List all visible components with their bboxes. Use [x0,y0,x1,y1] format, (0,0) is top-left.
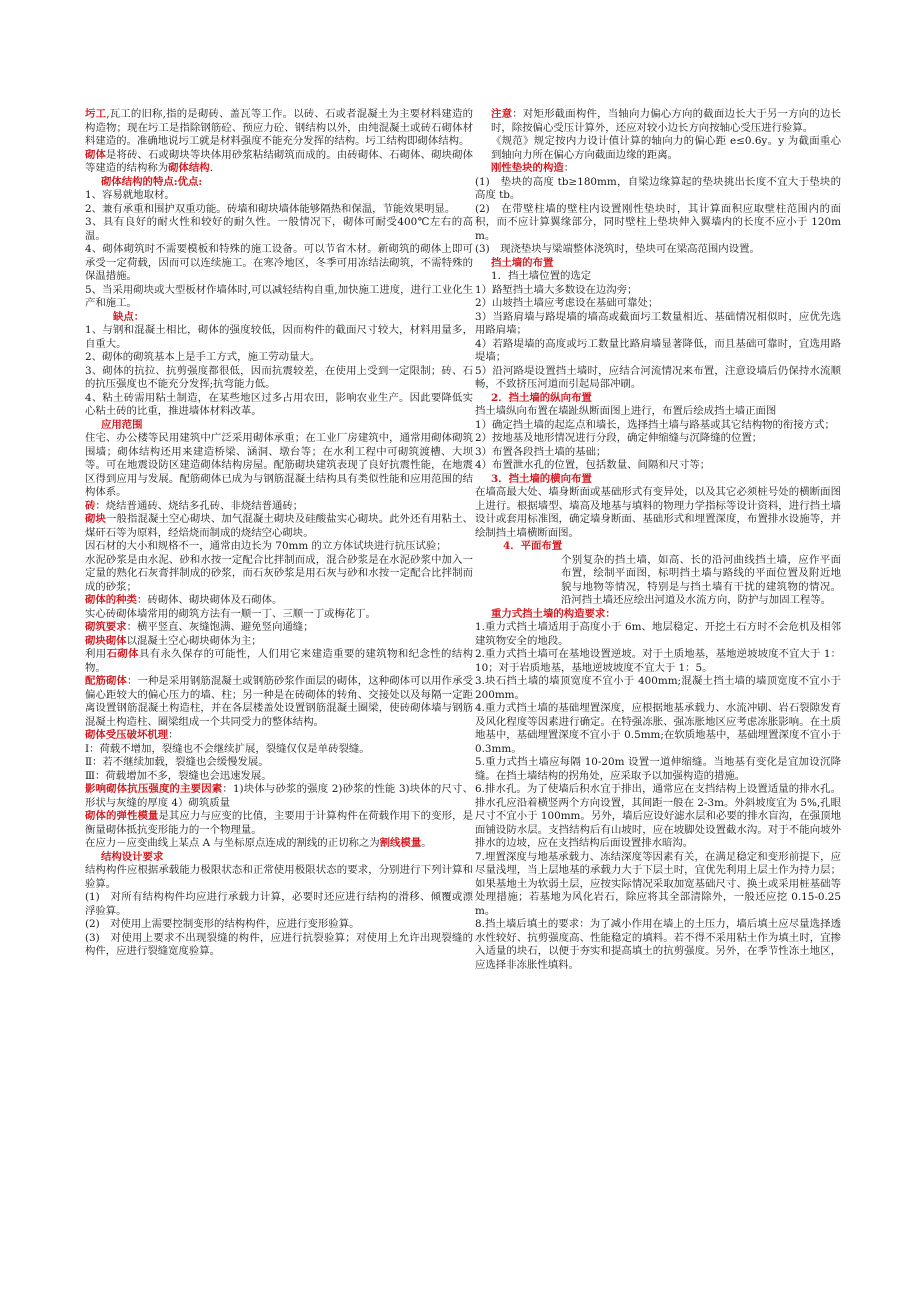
term-note: 注意 [491,108,513,120]
list-item: (1) 对所有结构构件均应进行承载力计算，必要时还应进行结构的滑移、倾覆或漂浮验算。 [85,891,473,917]
paragraph-secant-modulus: 在应力－应变曲线上某点 A 与坐标原点连成的割线的正切称之为割线模量。 [85,837,432,849]
paragraph-masonry-definition: 圬工,瓦工的旧称,指的是砌砖、盖瓦等工作。以砖、石或者混凝土为主要材料建造的构造物；现在圬工是指除钢筋砼、预应力砼、钢结构以外，由纯混凝土或砖石砌体材料建造的。准确地说圬工就是材料强度不能充分发挥的结构。圬工结构即砌体结构。 [85,108,474,147]
paragraph-kinds: 砌体的种类：砖砌体、砌块砌体及石砌体。 [85,594,283,606]
left-column [85,108,473,959]
term-masonry-structure: 砌体结构 [168,162,210,174]
list-item: 5、当采用砌块或大型板材作墙体时,可以减轻结构自重,加快施工进度，进行工业化生产和施工。 [85,283,473,309]
list-item: 2）按地基及地形情况进行分段，确定伸缩缝与沉降缝的位置； [475,432,763,444]
term-reinforced-masonry: 配筋砌体 [85,675,127,687]
heading-transverse-layout: 3．挡土墙的横向布置 [491,472,592,485]
heading-longitudinal-layout: 2．挡土墙的纵向布置 [491,391,592,404]
list-item: 4、砌体砌筑时不需要模板和特殊的施工设备。可以节省木材。新砌筑的砌体上即可承受一定荷载，因而可以连续施工。在寒冷地区，冬季可用冻结法砌筑，不需特殊的保温措施。 [85,243,473,282]
list-item: (2) 对使用上需要控制变形的结构构件，应进行变形验算。 [85,918,360,930]
heading-gravity-wall: 重力式挡土墙的构造要求： [491,607,616,620]
paragraph-stone-masonry: 利用石砌体具有永久保存的可能性，人们用它来建造重要的建筑物和纪念性的结构物。 [85,648,474,674]
heading-disadvantages: 缺点： [113,310,145,323]
paragraph-block-masonry: 砌块砌体以混凝土空心砌块砌体为主； [85,634,262,647]
list-item: 3、砌体的抗拉、抗剪强度都很低，因而抗震较差，在使用上受到一定限制；砖、石的抗压强度也不能充分发挥;抗弯能力低。 [85,364,473,390]
list-item: 4）布置泄水孔的位置，包括数量、间隔和尺寸等； [475,459,711,471]
list-item: 7.埋置深度与地基承载力、冻结深度等因素有关，在满足稳定和变形前提下，应尽量浅埋，当上层地基的承载力大于下层土时，宜优先利用上层土作为持力层；如果基地土为软弱土层，应按实际情况采取加宽基础尺寸、换土或采用桩基础等处理措施；若基地为风化岩石，除应将其全部清除外，一般还应挖 0.15-0.25m。 [475,850,841,917]
list-item: 1.重力式挡土墙适用于高度小于 6m、地层稳定、开挖土石方时不会危机及相邻建筑物安全的地段。 [475,621,841,647]
paragraph-strength-factors: 影响砌体抗压强度的主要因素：1)块体与砂浆的强度 2)砂浆的性能 3)块体的尺寸、形状与灰缝的厚度 4）砌筑质量 [85,783,474,809]
heading-plan-layout: 4．平面布置 [503,540,563,552]
list-item: 4.重力式挡土墙的基础埋置深度，应根据地基承载力、水流冲刷、岩石裂隙发育及风化程度等因素进行确定。在特强冻胀、强冻胀地区应考虑冻胀影响。在土质地基中，基础埋置深度不宜小于 0.5mm;在软质地基中，基础埋置深度不宜小于 0.3mm。 [475,702,841,755]
list-item: 1）确定挡土墙的起迄点和墙长，选择挡土墙与路基或其它结构物的衔接方式； [475,418,835,431]
paragraph: 挡土墙纵向布置在墙趾纵断面图上进行，布置后绘成挡土墙正面图 [475,405,777,417]
paragraph: 个别复杂的挡土墙，如高、长的沿河曲线挡土墙，应作平面布置，绘制平面图，标明挡土墙与路线的平面位置及附近地貌与地物等情况，特别是与挡土墙有干扰的建筑物的情况。沿河挡土墙还应绘出河道及水流方向，防护与加固工程等。 [561,553,841,606]
paragraph-code: 《规范》规定按内力设计值计算的轴向力的偏心距 e≤0.6y。y 为截面重心到轴向力所在偏心方向截面边缘的距离。 [491,135,841,161]
paragraph-reinforced-masonry: 配筋砌体：一种是采用钢筋混凝土或钢筋砂浆作面层的砌体，这种砌体可以用作承受偏心距较大的偏心压力的墙、柱；另一种是在砖砌体的转角、交接处以及每隔一定距离设置钢筋混凝土构造柱，并在各层楼盖处设置钢筋混凝土圈梁，使砖砌体墙与钢筋混凝土构造柱、圈梁组成一个共同受力的整体结构。 [85,675,474,728]
list-item: Ⅲ：荷载增加不多，裂缝也会迅速发展。 [85,769,272,782]
heading-application: 应用范围 [101,418,143,431]
subheading: 1．挡土墙位置的选定 [491,270,592,282]
term-block-masonry: 砌块砌体 [85,634,127,647]
paragraph-brick: 砖：烧结普通砖、烧结多孔砖、非烧结普通砖； [85,499,304,512]
list-item: Ⅱ：若不继续加载，裂缝也会缓慢发展。 [85,756,269,768]
paragraph-laying-methods: 实心砖砌体墙常用的砌筑方法有一顺一丁、三顺一丁或梅花丁。 [85,607,376,620]
paragraph-application: 住宅、办公楼等民用建筑中广泛采用砌体承重；在工业厂房建筑中，通常用砌体砌筑围墙；砌体结构还用来建造桥梁、涵洞、墩台等；在水利工程中可砌筑渡槽、大坝等。可在地震设防区建造砌体结构房屋。配筋砌块建筑表现了良好抗震性能，在地震区得到应用与发展。配筋砌体已成为与钢筋混凝土结构具有类似性能和应用范围的结构体系。 [85,432,473,498]
heading-rigid-pad: 刚性垫块的构造： [491,162,575,174]
term-kinds: 砌体的种类 [85,594,137,606]
paragraph-stone-test: 因石材的大小和规格不一，通常由边长为 70mm 的立方体试块进行抗压试验； [85,540,447,552]
list-item: 2、兼有承重和围护双重功能。砖墙和砌块墙体能够隔热和保温，节能效果明显。 [85,202,456,215]
term-block: 砌块 [85,513,106,525]
right-column [475,108,841,972]
term-brick: 砖 [85,499,96,512]
list-item: 6.排水孔。为了使墙后积水宜于排出，通常应在支挡结构上设置适量的排水孔。排水孔应沿着横竖两个方向设置，其间距一般在 2-3m。外斜坡度宜为 5%,孔眼尺寸不宜小于 100mm。另外，墙后应设好滤水层和必要的排水盲沟，在强顶地面铺设防水层。支挡结构后有山坡时，应在坡脚处设置截水沟。对于不能向坡外排水的边坡，应在支挡结构后面设置排水暗沟。 [475,783,841,849]
list-item: (3) 对使用上要求不出现裂缝的构件，应进行抗裂验算；对使用上允许出现裂缝的构件，应进行裂缝宽度验算。 [85,931,473,957]
list-item: 5）沿河路堤设置挡土墙时，应结合河流情况来布置，注意设墙后仍保持水流顺畅，不致挤压河道而引起局部冲刷。 [475,364,841,390]
list-item: Ⅰ：荷载不增加，裂缝也不会继续扩展，裂缝仅仅是单砖裂缝。 [85,742,370,755]
heading-design-requirements: 结构设计要求 [101,850,164,863]
list-item: 3、具有良好的耐火性和较好的耐久性。一般情况下，砌体可耐受400℃左右的高温。 [85,216,473,242]
list-item: 1、与钢和混凝土相比，砌体的强度较低，因而构件的截面尺寸较大，材料用量多，自重大。 [85,324,473,350]
term-strength-factors: 影响砌体抗压强度的主要因素 [85,783,223,795]
list-item: (3) 现浇垫块与梁端整体浇筑时，垫块可在梁高范围内设置。 [475,243,760,255]
paragraph-design: 结构构件应根据承载能力极限状态和正常使用极限状态的要求，分别进行下列计算和验算。 [85,864,473,890]
term-secant-modulus: 割线模量 [379,837,422,849]
list-item: 1）路堑挡土墙大多数设在边沟旁； [475,283,638,296]
heading-failure-mechanism: 砌体受压破坏机理： [85,729,179,741]
term-masonry: 砌体 [85,148,106,161]
paragraph-mortar: 水泥砂浆是由水泥、砂和水按一定配合比拌制而成，混合砂浆是在水泥砂浆中加入一定量的熟化石灰膏拌制成的砂浆，而石灰砂浆是用石灰与砂和水按一定配合比拌制而成的砂浆； [85,553,473,593]
paragraph-masonry-body: 砌体是将砖、石或砌块等块体用砂浆粘结砌筑而成的。由砖砌体、石砌体、砌块砌体等建造的结构称为砌体结构. [85,148,474,174]
list-item: 4）若路堤墙的高度或圬工数量比路肩墙显著降低，而且基础可靠时，宜选用路堤墙； [475,337,841,363]
heading-features: 砌体结构的特点:优点: [101,175,203,188]
list-item: 2、砌体的砌筑基本上是手工方式，施工劳动量大。 [85,351,321,363]
paragraph-elastic-modulus: 砌体的弹性模量是其应力与应变的比值，主要用于计算构件在荷载作用下的变形，是衡量砌体抵抗变形能力的一个物理量。 [85,810,474,836]
list-item: (2) 在带壁柱墙的壁柱内设置刚性垫块时，其计算面积应取壁柱范围内的面积，而不应计算翼缘部分，同时壁柱上垫块伸入翼墙内的长度不应小于 120mm。 [475,202,841,242]
term-stone-masonry: 石砌体 [106,648,139,660]
term-masonry-work: 圬工 [85,108,107,120]
list-item: 3.块石挡土墙的墙顶宽度不宜小于 400mm;混凝土挡土墙的墙顶宽度不宜小于 200mm。 [475,675,841,701]
paragraph: 在墙高最大处、墙身断面或基础形式有变异处，以及其它必须桩号处的横断面图上进行。根据墙型、墙高及地基与填料的物理力学指标等设计资料，进行挡土墙设计或套用标准图，确定墙身断面、基础形式和埋置深度，布置排水设施等，并绘制挡土墙横断面图。 [475,486,841,539]
paragraph-note: 注意：对矩形截面构件，当轴向力偏心方向的截面边长大于另一方向的边长时，除按偏心受压计算外，还应对较小边长方向按轴心受压进行验算。 [491,108,842,134]
list-item: (1) 垫块的高度 tb≥180mm，自梁边缘算起的垫块挑出长度不宜大于垫块的高度 tb。 [475,175,841,201]
list-item: 1、容易就地取材。 [85,189,175,201]
heading-retaining-wall-layout: 挡土墙的布置 [491,256,554,269]
paragraph-laying-requirements: 砌筑要求：横平竖直、灰缝饱满、避免竖向通缝； [85,621,314,633]
list-item: 4、粘土砖需用粘土制造，在某些地区过多占用农田，影响农业生产。因此要降低实心粘土砖的比重，推进墙体材料改革。 [85,391,473,417]
list-item: 8.挡土墙后填土的要求：为了减小作用在墙上的土压力，墙后填土应尽量选择透水性较好、抗剪强度高、性能稳定的填料。若不得不采用粘土作为填土时，宜掺入适量的块石，以便于夯实和提高填土的抗剪强度。另外，在季节性冻土地区，应选择非冻胀性填料。 [475,918,841,971]
list-item: 5.重力式挡土墙应每隔 10-20m 设置一道伸缩缝。当地基有变化是宜加设沉降缝。在挡土墙结构的拐角处，应采取予以加强构造的措施。 [475,756,841,782]
term-elastic-modulus: 砌体的弹性模量 [85,810,159,822]
list-item: 3）布置各段挡土墙的基础； [475,445,607,458]
term-requirements: 砌筑要求 [85,621,127,633]
list-item: 2.重力式挡土墙可在基地设置逆坡。对于土质地基，基地逆坡坡度不宜大于 1：10；对于岩质地基，基地逆坡坡度不宜大于 1：5。 [475,648,841,674]
list-item: 2）山坡挡土墙应考虑设在基础可靠处； [475,297,659,309]
paragraph-block: 砌块一般指混凝土空心砌块、加气混凝土砌块及硅酸盐实心砌块。此外还有用粘土、煤矸石等为原料，经焙烧而制成的烧结空心砌块。 [85,513,474,539]
list-item: 3）当路肩墙与路堤墙的墙高或截面圬工数量相近、基础情况相似时，应优先选用路肩墙； [475,310,841,336]
